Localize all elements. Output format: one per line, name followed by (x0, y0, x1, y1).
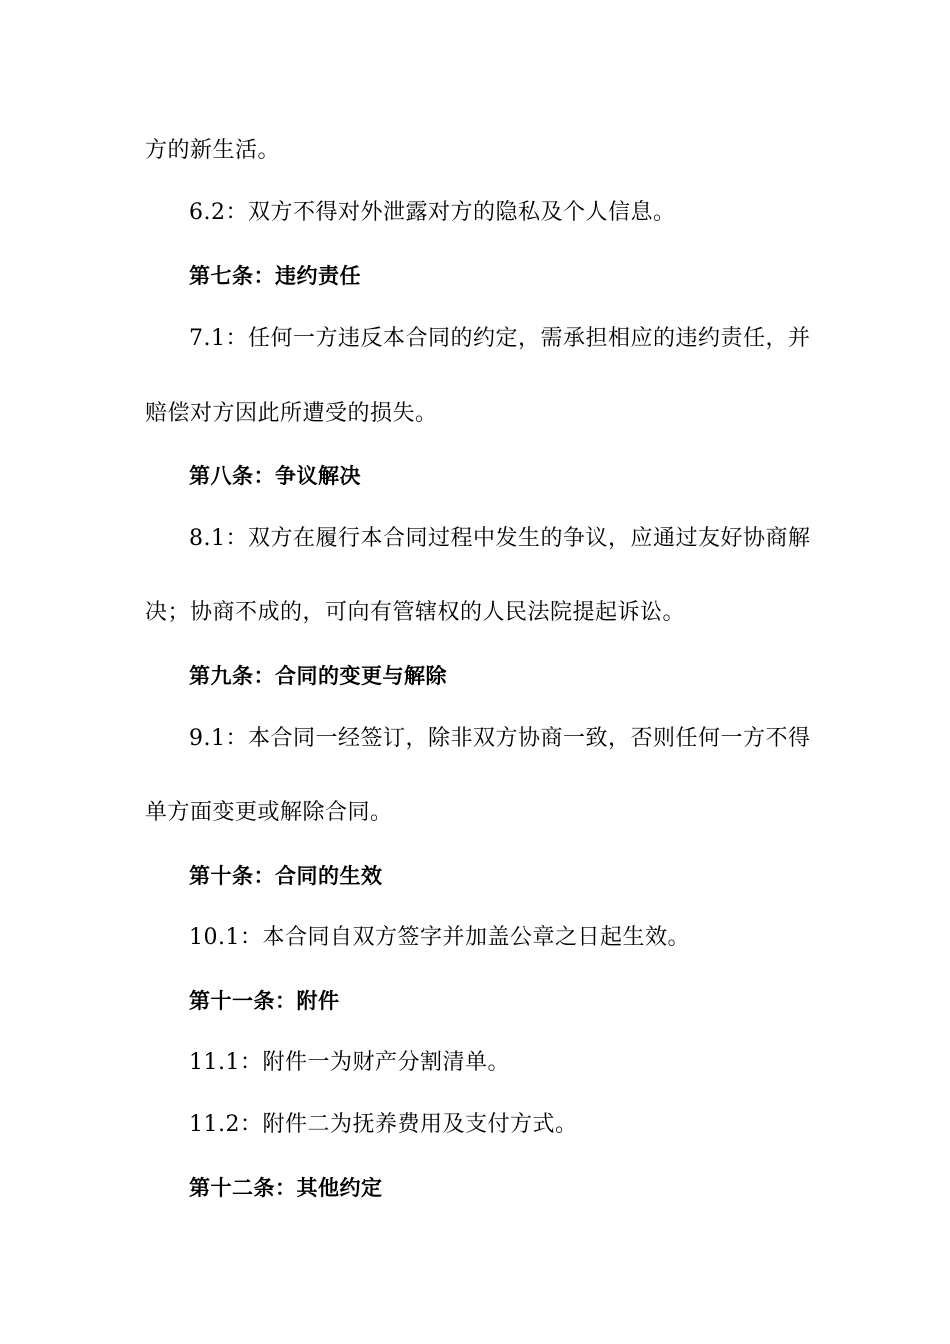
article-12-heading: 第十二条：其他约定 (189, 1176, 383, 1200)
article-9-heading: 第九条：合同的变更与解除 (189, 664, 447, 688)
clause-6-2: 6.2：双方不得对外泄露对方的隐私及个人信息。 (189, 200, 676, 225)
clause-9-1-line-2: 单方面变更或解除合同。 (145, 800, 393, 825)
clause-8-1-line-1: 8.1：双方在履行本合同过程中发生的争议，应通过友好协商解 (189, 526, 811, 551)
article-7-heading: 第七条：违约责任 (189, 264, 361, 288)
article-10-heading: 第十条：合同的生效 (189, 864, 383, 888)
clause-11-2: 11.2：附件二为抚养费用及支付方式。 (189, 1112, 578, 1137)
clause-7-1-line-1: 7.1：任何一方违反本合同的约定，需承担相应的违约责任，并 (189, 326, 811, 351)
clause-7-1-line-2: 赔偿对方因此所遭受的损失。 (145, 401, 438, 426)
clause-8-1-line-2: 决；协商不成的，可向有管辖权的人民法院提起诉讼。 (145, 600, 686, 625)
clause-11-1: 11.1：附件一为财产分割清单。 (189, 1050, 510, 1075)
article-8-heading: 第八条：争议解决 (189, 464, 361, 488)
clause-10-1: 10.1：本合同自双方签字并加盖公章之日起生效。 (189, 925, 690, 950)
paragraph-continuation-6-1: 方的新生活。 (145, 138, 281, 163)
article-11-heading: 第十一条：附件 (189, 989, 340, 1013)
clause-9-1-line-1: 9.1：本合同一经签订，除非双方协商一致，否则任何一方不得 (189, 726, 811, 751)
